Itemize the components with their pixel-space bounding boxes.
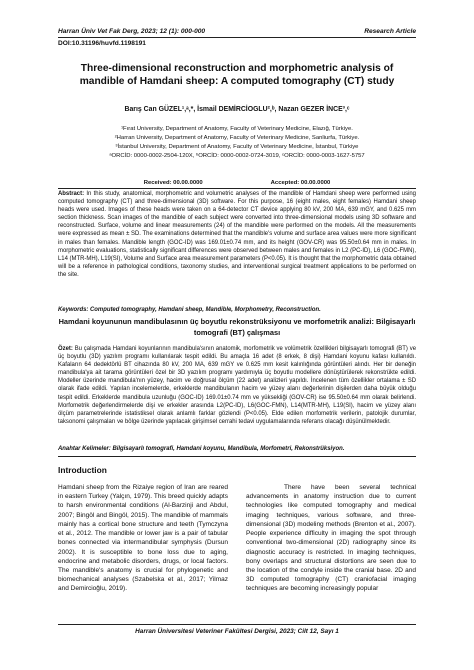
- abstract-divider-bottom: [58, 456, 416, 457]
- turkish-abstract: [58, 345, 416, 426]
- authors: Barış Can GÜZEL¹,ᵃ,*, İsmail DEMİRCİOGLU²,ᵇ, Nazan GEZER İNCE³,ᶜ: [124, 106, 350, 113]
- received-date: Received: 00.00.0000: [143, 180, 203, 186]
- affiliation-1: ¹Fırat University, Department of Anatomy, Faculty of Veterinary Medicine, Elazığ, Türkiye.: [121, 126, 353, 132]
- abstract-text: In this study, anatomical, morphometric and volumetric analyses of the mandible of Hamdani sheep were performed using computed tomography (CT) and three-dimensional (3D) software. For this purpose, 16 (eight males, eight females) Hamdani sheep heads were used. Images of these heads were taken on a 64-detector CT device applying 80 kV, 200 MA, 639 mGY, and 0.625 mm section thickness. Scan images of the mandible of each subject were converted into three-dimensional models using 3D software and reconstructed. Surface, volume and linear measurements (24) of the mandible were performed on the models. All the measurements were expressed as mean ± SD. The examinations determined that the mandible's volume and surface area values were more significant in males than females. Mandible length (GOC-ID) was 169.01±0.74 mm, and its height (GOV-CR) was 95.50±0.64 mm in males. In morphometric evaluations, statistically significant differences were observed between males and females in L2 (PC-ID), L6 (GOC-FMN), L14 (MTR-MH), L19(SI), Volume and Surface area measurement parameters (P<0.05). It is thought that the morphometric data obtained will be a reference in pathological conditions, taxonomy studies, and interventional surgical treatment applications to be performed on the site.: [58, 191, 416, 278]
- doi[interactable]: DOI:10.31196/huvfd.1198191: [58, 40, 146, 47]
- abstract-label: Abstract:: [58, 191, 85, 197]
- ozet-text: Bu çalışmada Hamdani koyunlarının mandibula'sının anatomik, morfometrik ve volümetrik özellikleri bilgisayarlı tomografi (BT) ve üç boyutlu (3D) yazılım programı kullanılarak tespit edildi. Bu amaçla 16 adet (8 erkek, 8 dişi) Hamdani koyunu kafası kullanıldı. Kafaların 64 dedektörlü BT cihazında 80 kV, 200 MA, 639 mGY ve 0.625 mm kesit kalınlığında görüntüleri alındı. Her bir deneğin mandibula'ya ait tarama görüntüleri özel bir 3D yazılım programı yardımıyla üç boyutlu modellere dönüştürülerek rekonstrükte edildi. Modeller üzerinde mandibula'nın yüzey, hacim ve doğrusal ölçüm (22 adet) analizleri yapıldı. İncelenen tüm özellikler ortalama ± SD olarak ifade edildi. Yapılan incelemelerde, erkeklerde mandibulanın hacim ve yüzey alanı değerlerinin dişilerden daha büyük olduğu tespit edildi. Erkeklerde mandibula uzunluğu (GOC-ID) 169.01±0.74 mm ve yüksekliği (GOV-CR) ise 95.50±0.64 mm olarak belirlendi. Morfometrik değerlendirmelerde dişi ve erkekler arasında L2(PC-ID), L6(GOC-FMN), L14(MTR-MH), L19(SI), hacim ve yüzey alanı ölçüm parametrelerinde istatistiksel olarak anlamlı farklar gözlendi (P<0.05). Elde edilen morfometrik verilerin, patolojik durumlar, taksonomi çalışmaları ve bölge üzerinde yapılacak girişimsel cerrahi tedavi uygulamalarında referans olacağı düşünülmektedir.: [58, 346, 416, 425]
- ozet-label: Özet:: [58, 346, 73, 352]
- introduction-column-right: [246, 483, 416, 594]
- affiliations: [58, 125, 416, 160]
- footer-divider: [58, 624, 416, 625]
- introduction-heading: Introduction: [58, 465, 107, 475]
- article-type: Research Article: [364, 28, 416, 35]
- orcid-line[interactable]: ᵃORCİD: 0000-0002-2504-120X, ᵇORCİD: 0000-0002-0724-3019, ᶜORCİD: 0000-0003-1627-5757: [109, 152, 365, 159]
- introduction-right-text: There have been several technical advancements in anatomy instruction due to current technologies like computed tomography and medical imaging techniques, various software, and three-dimensional (3D) modeling methods (Brenton et al., 2007). People experience difficulty in imaging the spot through conventional two-dimensional (2D) radiography since its diagnostic accuracy is restricted. In imaging techniques, bony overlaps and structural distortions are seen due to the location of the condyle inside the cranial base. 2D and 3D computed tomography (CT) craniofacial imaging techniques are becoming increasingly popular: [246, 484, 416, 593]
- dates: [58, 180, 416, 186]
- accepted-date: Accepted: 00.00.0000: [270, 180, 331, 186]
- running-header: [58, 28, 416, 35]
- keywords: Keywords: Computed tomography, Hamdani sheep, Mandible, Morphometry, Reconstruction.: [58, 307, 321, 313]
- introduction-column-left: Hamdani sheep from the Rizaiye region of Iran are reared in eastern Turkey (Yalçın, 1979). This breed quickly adapts to harsh environmental conditions (Al-Barzinji and Abdul, 2007; Bingöl and Bingöl, 2015). The mandible of mammals mainly has a cortical bone structure and teeth (Tymczyna et al., 2012. The mandible or lower jaw is a pair of tabular bones connected via intermandibular symphysis (Dursun 2002). It is susceptible to bone loss due to aging, endocrine and metabolic disorders, drugs, or local factors. The mandible's anatomy is crucial for phylogenetic and biomechanical analyses (Szabelska et al., 2017; Yilmaz and Demircioğlu, 2019).: [58, 484, 228, 593]
- journal-citation: Harran Üniv Vet Fak Derg, 2023; 12 (1): 000-000: [58, 28, 206, 35]
- affiliation-3: ³İstanbul University, Department of Anatomy, Faculty of Veterinary Medicine, İstanbul, Türkiye: [115, 143, 359, 150]
- header-divider: [58, 37, 416, 38]
- running-footer: Harran Üniversitesi Veteriner Fakültesi Dergisi, 2023; Cilt 12, Sayı 1: [135, 628, 339, 635]
- paper-title: Three-dimensional reconstruction and morphometric analysis of mandible of Hamdani sheep: A computed tomography (CT) study: [79, 63, 395, 88]
- turkish-title: Hamdani koyununun mandibulasının üç boyutlu rekonstrüksiyonu ve morfometrik analizi: Bilgisayarlı tomografi (BT) çalışması: [58, 317, 416, 337]
- abstract-divider-top: [58, 188, 416, 189]
- turkish-keywords: Anahtar Kelimeler: Bilgisayarlı tomografi, Hamdani koyunu, Mandibula, Morfometri, Rekonstrüksiyon.: [58, 446, 345, 452]
- affiliation-2: ²Harran University, Department of Anatomy, Faculty of Veterinary Medicine, Sanliurfa, Türkiye.: [114, 134, 360, 141]
- abstract: [58, 190, 416, 279]
